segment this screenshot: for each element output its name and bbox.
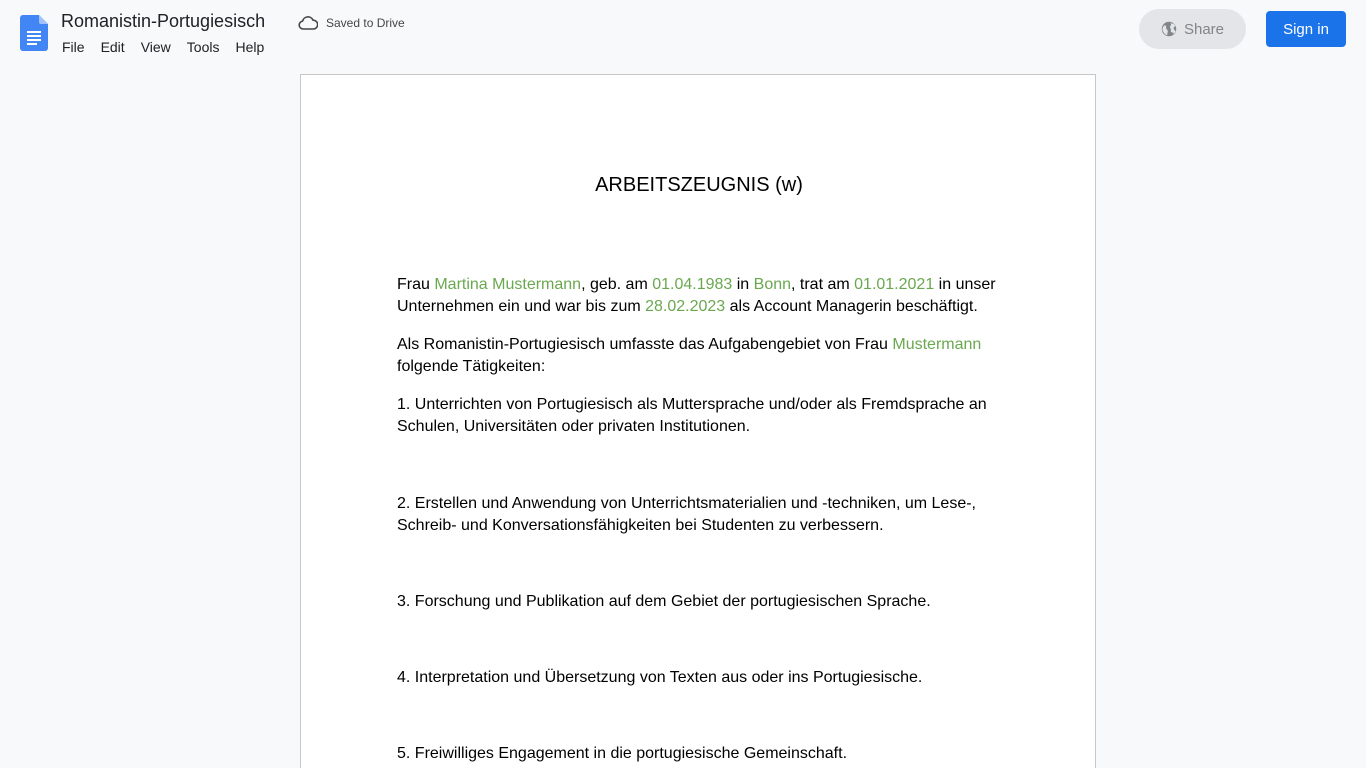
sign-in-button[interactable]: Sign in [1266,11,1346,47]
intro-text-4: , trat am [791,276,855,293]
menu-bar [54,36,272,58]
share-button[interactable] [1139,9,1246,49]
intro-text-2: , geb. am [581,276,653,293]
scope-text-1: Als Romanistin-Portugiesisch umfasste das Aufgabengebiet von Frau [397,336,893,353]
placeholder-surname: Mustermann [892,336,982,353]
document-heading: ARBEITSZEUGNIS (w) [595,174,803,196]
save-status[interactable] [298,13,405,33]
placeholder-full-name: Martina Mustermann [434,276,582,293]
saved-status-text: Saved to Drive [326,16,405,30]
menu-view[interactable]: View [140,39,171,55]
cloud-done-icon [298,15,318,31]
menu-file[interactable]: File [62,39,85,55]
intro-text-1: Frau [397,276,435,293]
docs-header [0,0,1366,64]
placeholder-city: Bonn [753,276,792,293]
placeholder-end-date: 28.02.2023 [645,298,726,315]
menu-edit[interactable]: Edit [100,39,125,55]
task-item-5: 5. Freiwilliges Engagement in die portugiesische Gemeinschaft. [397,745,848,762]
intro-text-5: in unser Unternehmen ein und war bis zum [397,276,996,315]
google-docs-logo[interactable] [20,15,48,51]
share-label: Share [1183,20,1225,38]
placeholder-birth-date: 01.04.1983 [652,276,733,293]
paragraph-scope [397,334,1007,378]
document-page[interactable] [300,74,1096,768]
menu-help[interactable]: Help [235,39,265,55]
task-item-2: 2. Erstellen und Anwendung von Unterrichtsmaterialien und -techniken, um Lese-, Schreib- und Konversationsfähigkeiten bei Studenten zu verbessern. [397,495,976,534]
intro-text-3: in [732,276,754,293]
document-title[interactable]: Romanistin-Portugiesisch [61,11,266,31]
globe-icon [1161,21,1177,37]
intro-text-6: als Account Managerin beschäftigt. [725,298,978,315]
menu-tools[interactable]: Tools [186,39,220,55]
scope-text-2: folgende Tätigkeiten: [397,358,546,375]
paragraph-intro [397,274,1007,318]
task-item-1: 1. Unterrichten von Portugiesisch als Muttersprache und/oder als Fremdsprache an Schulen, Universitäten oder privaten Institutionen. [397,396,987,435]
task-item-4: 4. Interpretation und Übersetzung von Texten aus oder ins Portugiesische. [397,669,923,686]
placeholder-start-date: 01.01.2021 [854,276,935,293]
task-item-3: 3. Forschung und Publikation auf dem Gebiet der portugiesischen Sprache. [397,593,931,610]
